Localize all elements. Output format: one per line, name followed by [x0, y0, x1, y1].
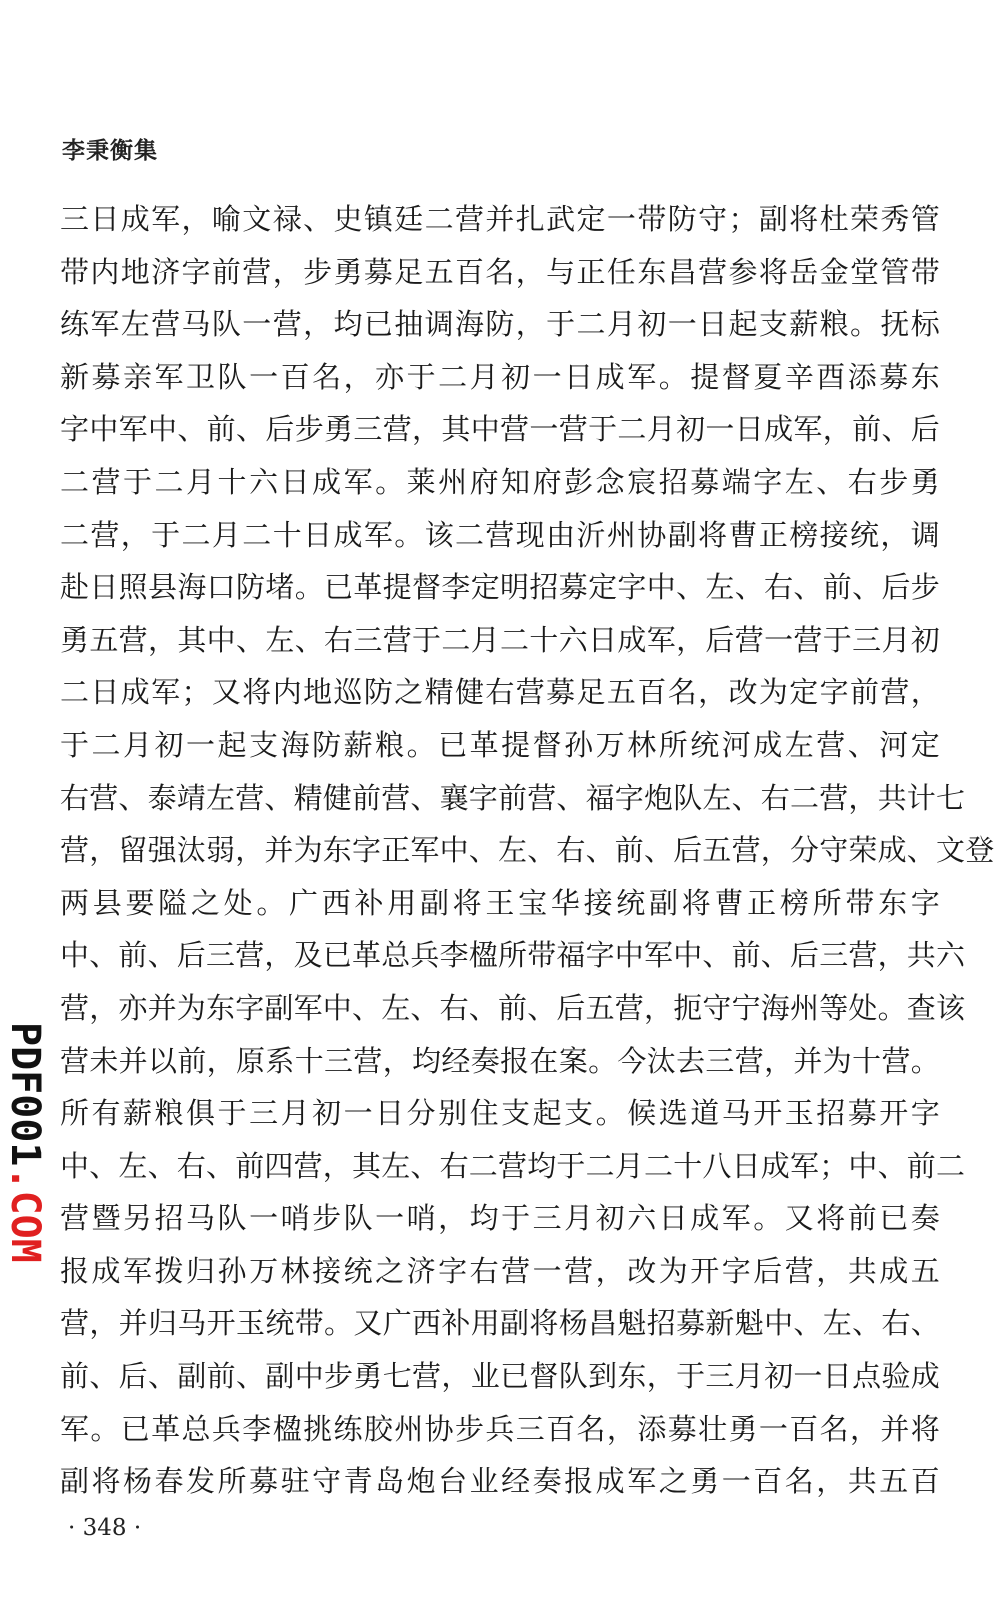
text-line: 营暨另招马队一哨步队一哨，均于三月初六日成军。又将前已奏	[60, 1201, 940, 1236]
text-line: 新募亲军卫队一百名，亦于二月初一日成军。提督夏辛酉添募东	[60, 359, 940, 394]
text-line: 二营，于二月二十日成军。该二营现由沂州协副将曹正榜接统，调	[60, 517, 940, 552]
text-line: 所有薪粮俱于三月初一日分别住支起支。候选道马开玉招募开字	[60, 1096, 940, 1131]
text-line: 勇五营，其中、左、右三营于二月二十六日成军，后营一营于三月初	[60, 622, 940, 657]
text-line: 营未并以前，原系十三营，均经奏报在案。今汰去三营，并为十营。	[60, 1043, 940, 1078]
page-number: · 348 ·	[68, 1515, 142, 1541]
text-line: 带内地济字前营，步勇募足五百名，与正任东昌营参将岳金堂管带	[60, 254, 940, 289]
text-line: 二营于二月十六日成军。莱州府知府彭念宸招募端字左、右步勇	[60, 464, 940, 499]
text-line: 两县要隘之处。广西补用副将王宝华接统副将曹正榜所带东字	[60, 885, 940, 920]
text-line: 字中军中、前、后步勇三营，其中营一营于二月初一日成军，前、后	[60, 412, 940, 447]
body-text	[60, 193, 995, 1508]
text-line: 三日成军，喻文禄、史镇廷二营并扎武定一带防守；副将杜荣秀管	[60, 202, 940, 236]
text-line: 军。已革总兵李楹挑练胶州协步兵三百名，添募壮勇一百名，并将	[60, 1411, 940, 1446]
text-line: 营，亦并为东字副军中、左、右、前、后五营，扼守宁海州等处。查该	[60, 990, 966, 1025]
text-line: 二日成军；又将内地巡防之精健右营募足五百名，改为定字前营，	[60, 675, 940, 710]
watermark-text	[2, 1022, 48, 1263]
text-line: 中、左、右、前四营，其左、右二营均于二月二十八日成军；中、前二	[60, 1148, 966, 1183]
text-line: 报成军拨归孙万林接统之济字右营一营，改为开字后营，共成五	[60, 1253, 940, 1288]
text-line: 中、前、后三营，及已革总兵李楹所带福字中军中、前、后三营，共六	[60, 938, 966, 973]
watermark-part2: .COM	[2, 1166, 48, 1263]
text-line: 营，并归马开玉统带。又广西补用副将杨昌魁招募新魁中、左、右、	[60, 1306, 940, 1341]
text-line: 副将杨春发所募驻守青岛炮台业经奏报成军之勇一百名，共五百	[60, 1464, 940, 1499]
watermark-part1: PDF001	[2, 1022, 48, 1167]
text-line: 营，留强汰弱，并为东字正军中、左、右、前、后五营，分守荣成、文登	[60, 833, 995, 868]
running-head: 李秉衡集	[62, 138, 158, 164]
text-line: 练军左营马队一营，均已抽调海防，于二月初一日起支薪粮。抚标	[60, 307, 940, 342]
text-line: 右营、泰靖左营、精健前营、襄字前营、福字炮队左、右二营，共计七	[60, 780, 966, 815]
text-line: 于二月初一起支海防薪粮。已革提督孙万林所统河成左营、河定	[60, 727, 940, 762]
text-line: 赴日照县海口防堵。已革提督李定明招募定字中、左、右、前、后步	[60, 570, 940, 605]
text-line: 前、后、副前、副中步勇七营，业已督队到东，于三月初一日点验成	[60, 1359, 940, 1394]
